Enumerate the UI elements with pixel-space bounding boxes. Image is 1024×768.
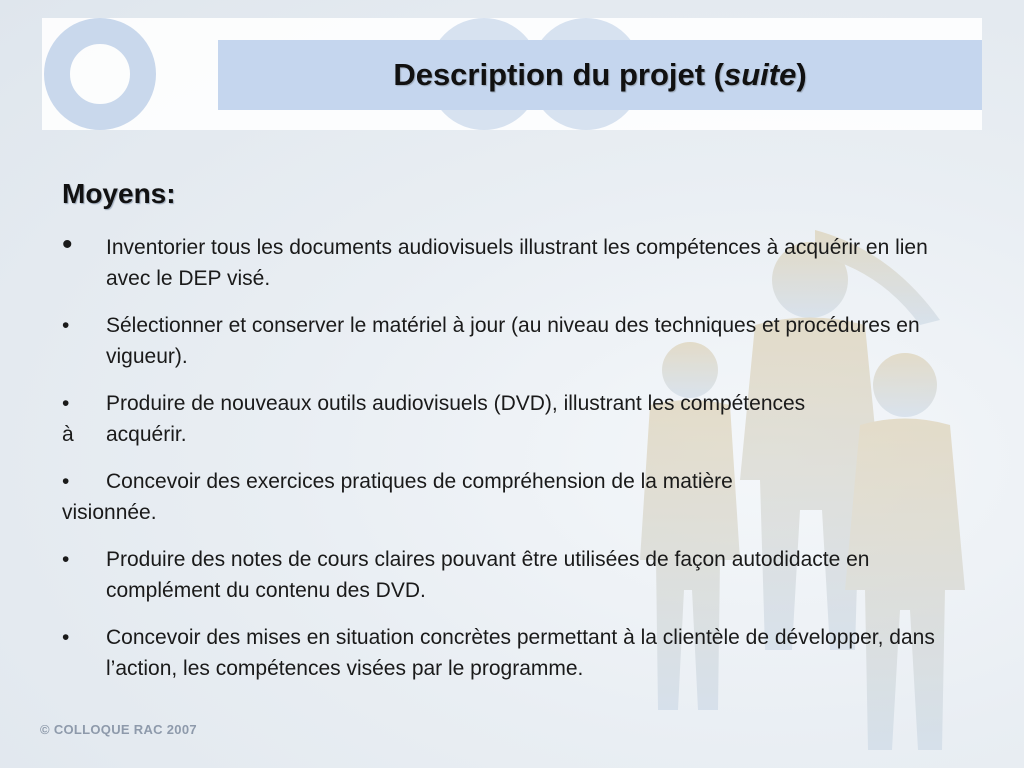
list-item xyxy=(62,466,962,528)
bullet-text: Sélectionner et conserver le matériel à jour (au niveau des techniques et procédures en vigueur). xyxy=(106,314,920,368)
bullet-marker: • xyxy=(62,470,70,493)
bullet-text: Concevoir des mises en situation concrètes permettant à la clientèle de développer, dans l’action, les compétences visées par le programme. xyxy=(106,626,935,680)
list-item xyxy=(62,544,962,606)
footer-text: COLLOQUE RAC 2007 xyxy=(53,722,197,737)
slide-title xyxy=(393,57,806,93)
bullet-marker: • xyxy=(62,626,70,649)
list-item xyxy=(62,388,962,450)
section-heading: Moyens: xyxy=(62,178,176,209)
bullet-text: Produire de nouveaux outils audiovisuels (DVD), illustrant les compétences xyxy=(106,392,806,415)
bullet-list xyxy=(62,228,962,684)
title-end: ) xyxy=(796,57,807,92)
title-italic: suite xyxy=(724,57,797,92)
list-item xyxy=(62,622,962,684)
bullet-text: Produire des notes de cours claires pouvant être utilisées de façon autodidacte en complément du contenu des DVD. xyxy=(106,548,870,602)
bullet-text: Concevoir des exercices pratiques de compréhension de la matière xyxy=(106,470,733,493)
bullet-text: Inventorier tous les documents audiovisuels illustrant les compétences à acquérir en lien avec le DEP visé. xyxy=(106,236,928,290)
bullet-continuation-text: acquérir. xyxy=(106,423,187,446)
footer-copyright xyxy=(40,722,197,737)
list-item xyxy=(62,228,962,294)
bullet-marker: • xyxy=(62,228,73,261)
bullet-marker: • xyxy=(62,314,70,337)
list-item xyxy=(62,310,962,372)
title-bar xyxy=(218,40,982,110)
copyright-icon: © xyxy=(40,722,50,737)
decorative-ring-icon xyxy=(44,18,156,130)
title-main: Description du projet ( xyxy=(393,57,724,92)
bullet-marker: • xyxy=(62,548,70,571)
content-area xyxy=(62,178,962,700)
bullet-continuation-text: visionnée. xyxy=(62,501,157,524)
bullet-marker: • xyxy=(62,392,70,415)
bullet-continuation-marker: à xyxy=(62,423,74,446)
